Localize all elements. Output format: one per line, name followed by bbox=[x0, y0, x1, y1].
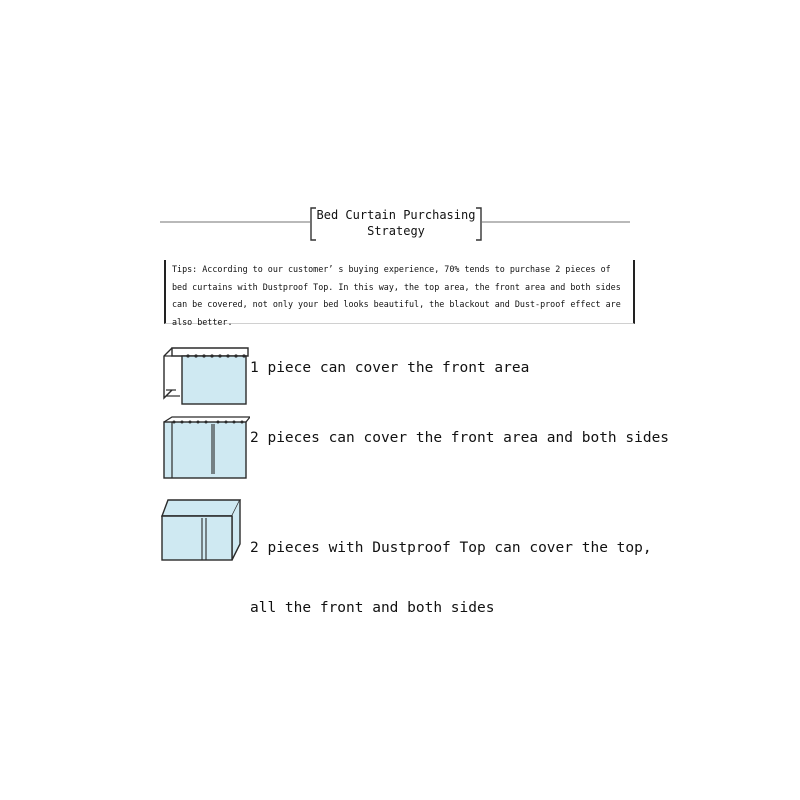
section-header bbox=[160, 205, 630, 241]
title-box bbox=[310, 205, 482, 239]
page-title bbox=[310, 207, 482, 239]
bed-front-sides-curtain-icon bbox=[160, 416, 250, 482]
bed-full-cover-curtain-icon bbox=[160, 496, 250, 564]
header-rule-left bbox=[160, 221, 310, 223]
option-caption-3-line-2: all the front and both sides bbox=[250, 600, 495, 616]
bed-front-curtain-icon bbox=[160, 346, 250, 408]
option-caption-2: 2 pieces can cover the front area and both sides bbox=[250, 430, 670, 446]
title-line-1: Bed Curtain Purchasing bbox=[316, 208, 476, 222]
option-caption-3 bbox=[250, 498, 652, 658]
header-rule-right bbox=[482, 221, 630, 223]
title-line-2: Strategy bbox=[367, 224, 425, 238]
option-caption-1: 1 piece can cover the front area bbox=[250, 360, 530, 376]
tips-text: Tips: According to our customer’ s buying experience, 70% tends to purchase 2 pieces of bed curtains with Dustproof Top. In this way, the top area, the front area and both sides can be covered, not only your bed looks beautiful, the blackout and Dust-proof effect are also better. bbox=[172, 264, 621, 327]
tips-box bbox=[164, 260, 635, 327]
option-caption-3-line-1: 2 pieces with Dustproof Top can cover the top, bbox=[250, 540, 652, 556]
